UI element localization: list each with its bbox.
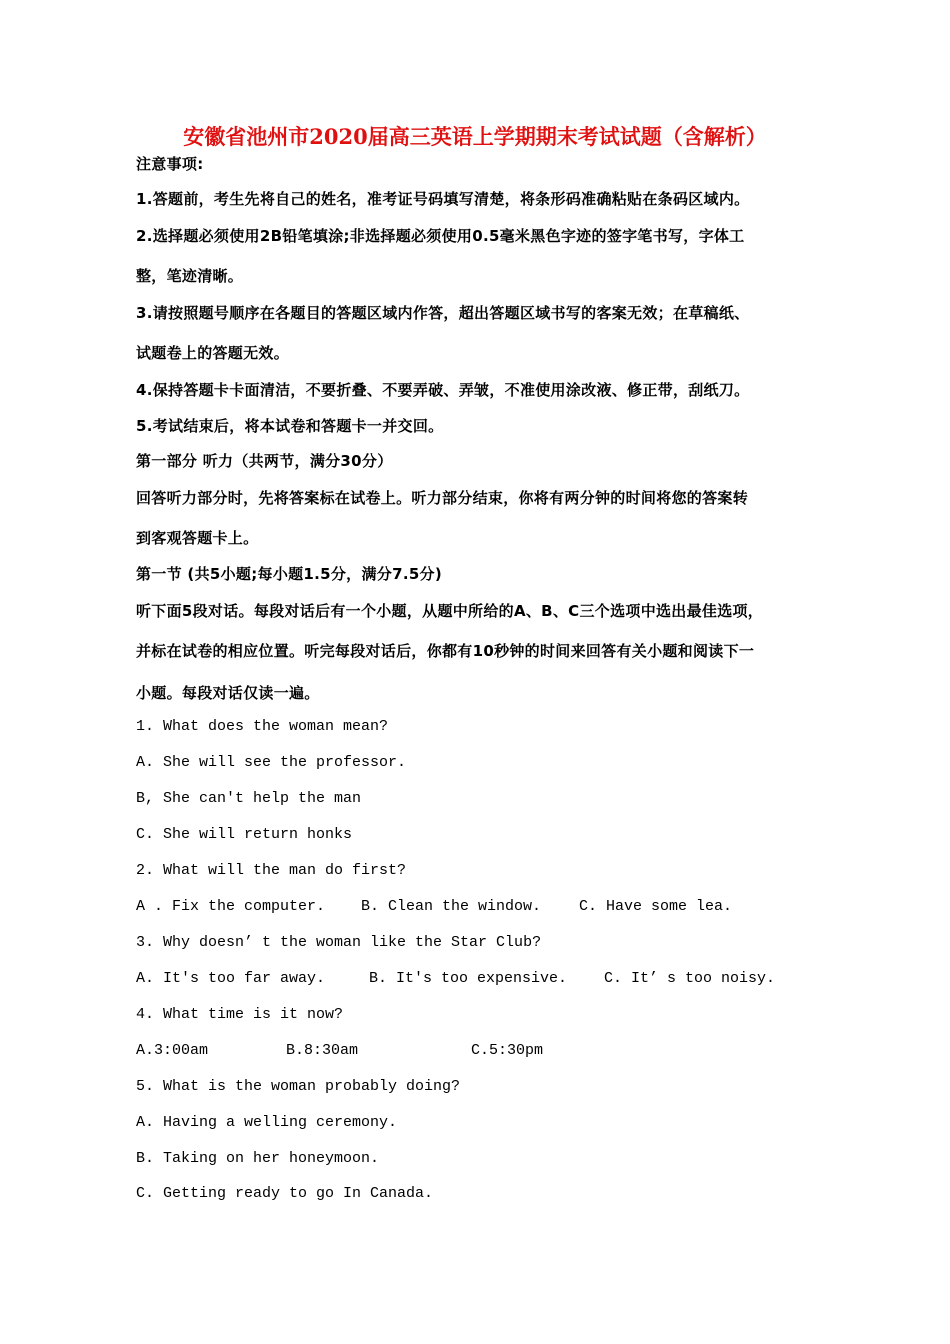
notice-item-5: 5.考试结束后，将本试卷和答题卡一并交回。 xyxy=(136,417,444,435)
question-5-option-b: B. Taking on her honeymoon. xyxy=(136,1150,380,1167)
notice-item-2-cont: 整，笔迹清晰。 xyxy=(136,267,244,285)
question-4-option-a: A.3:00am xyxy=(136,1042,209,1059)
question-3: 3. Why doesn’ t the woman like the Star Club? xyxy=(136,934,542,951)
question-5: 5. What is the woman probably doing? xyxy=(136,1078,461,1095)
question-1-option-b: B, She can't help the man xyxy=(136,790,362,807)
notice-heading: 注意事项: xyxy=(136,155,204,173)
question-4-option-c: C.5:30pm xyxy=(471,1042,544,1059)
question-3-option-c: C. It’ s too noisy. xyxy=(604,970,776,987)
section1-instructions-cont-2: 小题。每段对话仅读一遍。 xyxy=(136,684,320,702)
question-1-option-a: A. She will see the professor. xyxy=(136,754,407,771)
notice-item-2: 2.选择题必须使用2B铅笔填涂;非选择题必须使用0.5毫米黑色字迹的签字笔书写，字体工 xyxy=(136,227,745,245)
question-3-option-b: B. It's too expensive. xyxy=(369,970,568,987)
question-2-option-b: B. Clean the window. xyxy=(361,898,542,915)
section1-instructions: 听下面5段对话。每段对话后有一个小题，从题中所给的A、B、C三个选项中选出最佳选项， xyxy=(136,602,764,620)
section1-instructions-cont-1: 并标在试卷的相应位置。听完每段对话后，你都有10秒钟的时间来回答有关小题和阅读下一 xyxy=(136,642,755,660)
question-5-option-a: A. Having a welling ceremony. xyxy=(136,1114,398,1131)
notice-item-1: 1.答题前，考生先将自己的姓名，准考证号码填写清楚，将条形码准确粘贴在条码区域内。 xyxy=(136,190,750,208)
question-2-option-c: C. Have some lea. xyxy=(579,898,733,915)
question-1-option-c: C. She will return honks xyxy=(136,826,353,843)
section1-heading: 第一节 (共5小题;每小题1.5分，满分7.5分) xyxy=(136,565,443,583)
question-2-option-a: A . Fix the computer. xyxy=(136,898,326,915)
question-4-option-b: B.8:30am xyxy=(286,1042,359,1059)
notice-item-3: 3.请按照题号顺序在各题目的答题区域内作答，超出答题区域书写的客案无效；在草稿纸、 xyxy=(136,304,750,322)
part1-instructions-cont: 到客观答题卡上。 xyxy=(136,529,259,547)
part1-heading: 第一部分 听力（共两节，满分30分） xyxy=(136,452,393,470)
notice-item-3-cont: 试题卷上的答题无效。 xyxy=(136,344,290,362)
question-1: 1. What does the woman mean? xyxy=(136,718,389,735)
question-3-option-a: A. It's too far away. xyxy=(136,970,326,987)
question-4: 4. What time is it now? xyxy=(136,1006,344,1023)
document-title: 安徽省池州市2020届高三英语上学期期末考试试题（含解析） xyxy=(183,124,767,149)
part1-instructions: 回答听力部分时，先将答案标在试卷上。听力部分结束，你将有两分钟的时间将您的答案转 xyxy=(136,489,749,507)
notice-item-4: 4.保持答题卡卡面清洁，不要折叠、不要弄破、弄皱，不准使用涂改液、修正带，刮纸刀。 xyxy=(136,381,750,399)
question-2: 2. What will the man do first? xyxy=(136,862,407,879)
question-5-option-c: C. Getting ready to go In Canada. xyxy=(136,1185,434,1202)
